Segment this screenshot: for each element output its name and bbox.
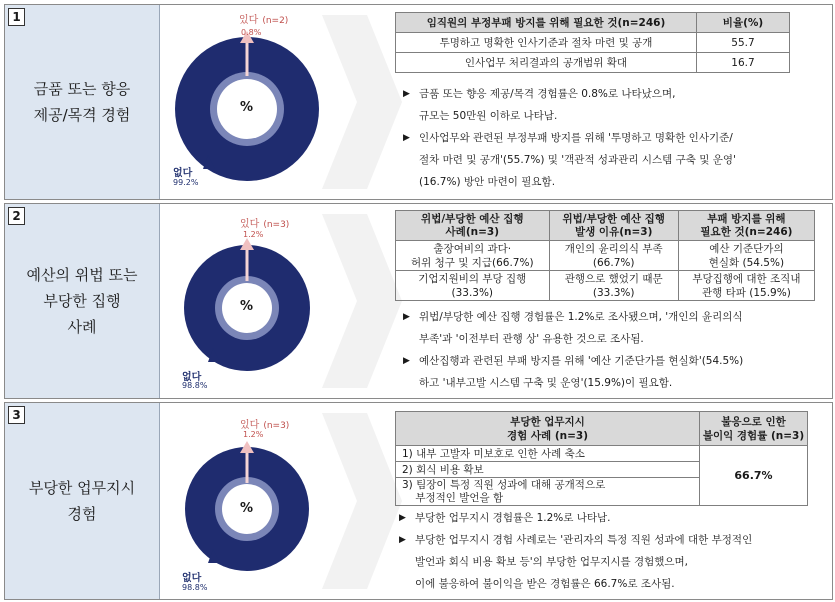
panel-3 [4, 402, 833, 600]
bullet-item: ▶ 금품 또는 향응 제공/목격 경험률은 0.8%로 나타났으며, [403, 83, 736, 105]
bullet-item: ▶ 인사업무와 관련된 부정부패 방지를 위해 '투명하고 명확한 인사기준/ [403, 127, 736, 149]
table-cell: 66.7% [700, 446, 808, 506]
chevron-arrow-icon [322, 214, 402, 388]
no-percent: 98.8% [182, 381, 208, 390]
panel-title: 부당한 업무지시 경험 [28, 479, 136, 523]
center-percent-symbol: % [240, 501, 254, 516]
chevron-arrow-icon [322, 15, 402, 189]
no-label: 없다 [173, 168, 193, 179]
bullet-item: ▶ 위법/부당한 예산 집행 경험률은 1.2%로 조사됐으며, '개인의 윤리의식 [403, 306, 743, 328]
donut-chart-3 [163, 403, 323, 599]
table-cell: 예산 기준단가의 현실화 (54.5%) [678, 241, 814, 271]
table-2 [395, 210, 815, 301]
table-cell: 1) 내부 고발자 미보호로 인한 사례 축소 [396, 446, 700, 462]
bullet-continuation: 절차 마련 및 공개'(55.7%) 및 '객관적 성과관리 시스템 구축 및 운영' [419, 154, 736, 166]
panel-number: 1 [8, 8, 25, 26]
table-cell: 55.7 [697, 33, 790, 53]
chevron-arrow-icon [322, 413, 402, 589]
table-cell: 2) 회식 비용 확보 [396, 462, 700, 478]
bullet-item: ▶ 부당한 업무지시 경험률은 1.2%로 나타남. [399, 507, 752, 529]
bullet-continuation: 부족'과 '이전부터 관행 상' 유용한 것으로 조사됨. [419, 333, 644, 345]
yes-slice [246, 245, 249, 281]
no-label: 없다 [182, 372, 202, 383]
table-cell: 개인의 윤리의식 부족 (66.7%) [549, 241, 678, 271]
bullet-continuation: 이에 불응하여 불이익을 받은 경험률은 66.7%로 조사됨. [415, 578, 675, 590]
table-row [396, 53, 790, 73]
panel-3-label [5, 403, 160, 599]
center-percent-symbol: % [240, 100, 254, 115]
bullets-1 [403, 83, 736, 193]
panel-2-label [5, 204, 160, 398]
bullet-item: ▶ 예산집행과 관련된 부패 방지를 위해 '예산 기준단가를 현실화'(54.5%) [403, 350, 743, 372]
table-header: 임직원의 부정부패 방지를 위해 필요한 것(n=246) [396, 13, 697, 33]
table-cell: 관행으로 했었기 때문 (33.3%) [549, 271, 678, 301]
yes-percent: 1.2% [243, 230, 264, 239]
bullet-continuation: 하고 '내부고발 시스템 구축 및 운영'(15.9%)이 필요함. [419, 377, 673, 389]
table-header: 부패 방지를 위해 필요한 것(n=246) [678, 211, 814, 241]
bullet-continuation: 발언과 회식 비용 확보 등'의 부당한 업무지시를 경험했으며, [415, 556, 689, 568]
table-header: 위법/부당한 예산 집행 사례(n=3) [396, 211, 550, 241]
table-header: 위법/부당한 예산 집행 발생 이유(n=3) [549, 211, 678, 241]
yes-arrow-marker [240, 441, 254, 453]
yes-label: 있다 (n=3) [240, 219, 290, 230]
panel-number: 2 [8, 207, 25, 225]
yes-percent: 1.2% [243, 430, 264, 439]
panel-1 [4, 4, 833, 200]
table-1 [395, 12, 790, 73]
yes-percent: 0.8% [241, 28, 262, 37]
panel-number: 3 [8, 406, 25, 424]
table-cell: 출장여비의 과다· 허위 청구 및 지급(66.7%) [396, 241, 550, 271]
table-cell: 3) 팀장이 특정 직원 성과에 대해 공개적으로 부정적인 발언을 함 [396, 478, 700, 506]
bullet-continuation: 규모는 50만원 이하로 나타남. [419, 110, 558, 122]
table-header: 부당한 업무지시 경험 사례 (n=3) [396, 412, 700, 446]
center-percent-symbol: % [240, 299, 254, 314]
bullets-3 [399, 507, 752, 595]
no-percent: 99.2% [173, 178, 199, 187]
table-row [396, 33, 790, 53]
table-cell: 투명하고 명확한 인사기준과 절차 마련 및 공개 [396, 33, 697, 53]
table-row [396, 446, 808, 462]
yes-label: 있다 (n=3) [240, 420, 290, 431]
no-percent: 98.8% [182, 583, 208, 592]
table-row [396, 271, 815, 301]
panel-1-label [5, 5, 160, 199]
yes-label: 있다 (n=2) [239, 15, 289, 26]
bullet-continuation: (16.7%) 방안 마련이 필요함. [419, 176, 556, 188]
table-cell: 기업지원비의 부당 집행 (33.3%) [396, 271, 550, 301]
donut-chart-1 [163, 5, 323, 199]
panel-title: 예산의 위법 또는 부당한 집행 사례 [26, 266, 138, 336]
no-label: 없다 [182, 573, 202, 584]
table-header: 불응으로 인한 불이익 경험률 (n=3) [700, 412, 808, 446]
panel-2 [4, 203, 833, 399]
table-cell: 16.7 [697, 53, 790, 73]
table-3 [395, 411, 808, 506]
bullets-2 [403, 306, 743, 394]
bullet-item: ▶ 부당한 업무지시 경험 사례로는 '관리자의 특정 직원 성과에 대한 부정적인 [399, 529, 752, 551]
table-cell: 부당집행에 대한 조직내 관행 타파 (15.9%) [678, 271, 814, 301]
table-row [396, 241, 815, 271]
donut-chart-2 [163, 204, 323, 398]
yes-arrow-marker [240, 238, 254, 250]
table-header: 비율(%) [697, 13, 790, 33]
table-cell: 인사업무 처리결과의 공개범위 확대 [396, 53, 697, 73]
panel-title: 금품 또는 향응 제공/목격 경험 [33, 80, 131, 124]
